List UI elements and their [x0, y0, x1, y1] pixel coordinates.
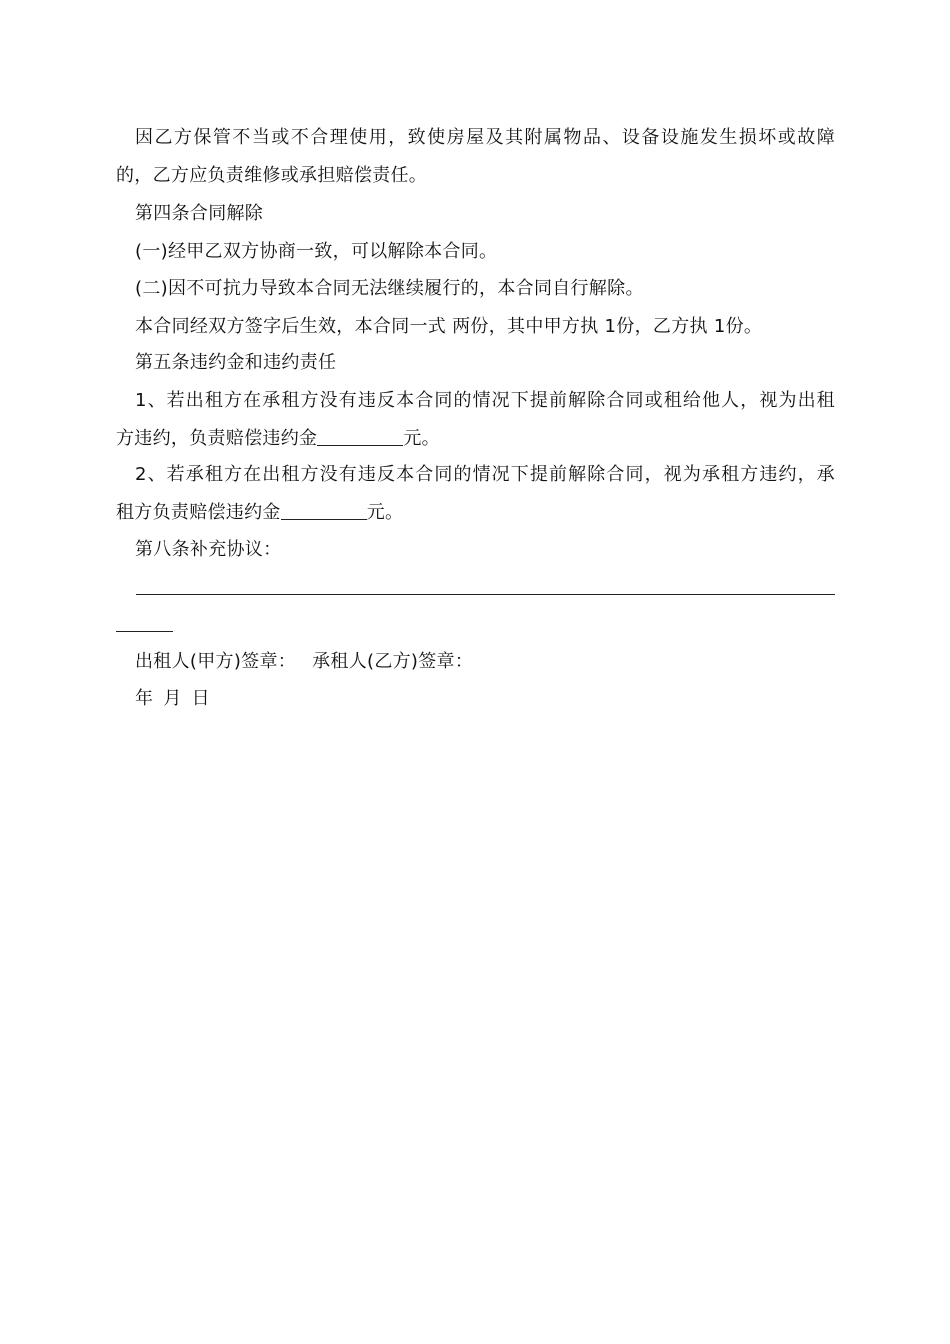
supplement-blank-line-1	[136, 594, 835, 595]
article5-item1-line1: 1、若出租方在承租方没有违反本合同的情况下提前解除合同或租给他人，视为出租	[135, 390, 835, 411]
lessee-signature-label: 承租人(乙方)签章：	[312, 651, 474, 672]
lessor-signature-label: 出租人(甲方)签章：	[135, 651, 297, 672]
article4-item2: (二)因不可抗力导致本合同无法继续履行的，本合同自行解除。	[135, 278, 644, 299]
article5-item1-text: 方违约，负责赔偿违约金	[116, 428, 318, 449]
article5-title: 第五条违约金和违约责任	[135, 352, 337, 373]
article5-item2-line1: 2、若承租方在出租方没有违反本合同的情况下提前解除合同，视为承租方违约，承	[135, 464, 835, 485]
signature-line	[135, 650, 835, 674]
clause-damage-line1: 因乙方保管不当或不合理使用，致使房屋及其附属物品、设备设施发生损坏或故障	[135, 127, 835, 148]
effect-clause: 本合同经双方签字后生效，本合同一式 两份，其中甲方执 1份，乙方执 1份。	[135, 316, 763, 337]
supplement-blank-line-2	[116, 631, 173, 632]
article5-item1-unit: 元。	[403, 428, 440, 449]
article5-item1-line2	[116, 427, 836, 451]
article5-item2-unit: 元。	[366, 502, 404, 523]
article8-title: 第八条补充协议：	[135, 539, 282, 560]
penalty-amount-blank-2	[281, 501, 367, 520]
article5-item2-text: 租方负责赔偿违约金	[116, 502, 281, 523]
clause-damage-line2: 的，乙方应负责维修或承担赔偿责任。	[116, 165, 428, 186]
article4-title: 第四条合同解除	[135, 203, 264, 224]
article5-item2-line2	[116, 501, 836, 525]
article4-item1: (一)经甲乙双方协商一致，可以解除本合同。	[135, 241, 498, 262]
date-line: 年 月 日	[135, 688, 210, 709]
penalty-amount-blank-1	[317, 427, 403, 446]
